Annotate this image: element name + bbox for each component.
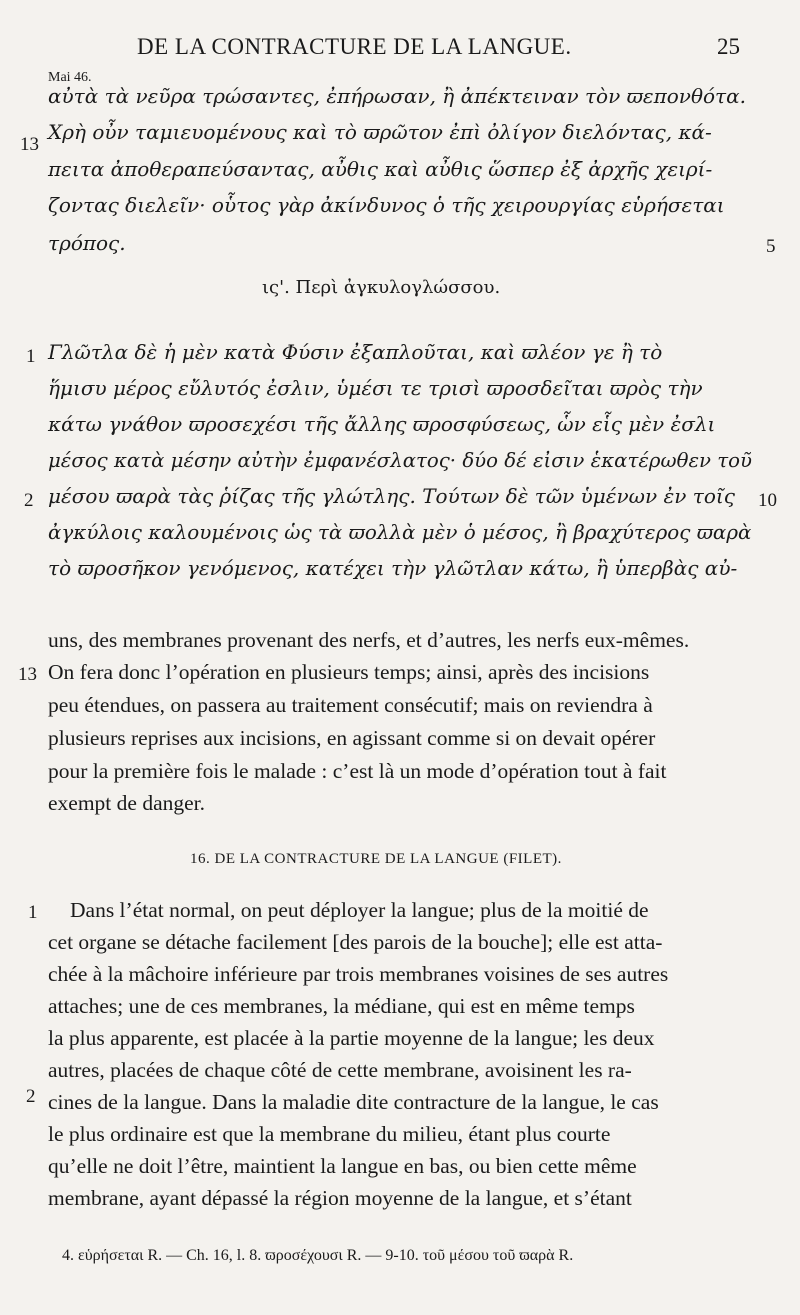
french-line: exempt de danger. [48,791,206,815]
french-line: le plus ordinaire est que la membrane du milieu, étant plus courte [48,1122,611,1146]
greek-line: πειτα ἀποθεραπεύσαντας, αὖθις καὶ αὖθις ὥσπερ ἐξ ἀρχῆς χειρί- [48,157,713,181]
margin-line-number: 2 [26,1086,36,1107]
french-line: uns, des membranes provenant des nerfs, et d’autres, les nerfs eux-mêmes. [48,628,690,652]
margin-line-number: 13 [20,134,39,155]
french-line: Dans l’état normal, on peut déployer la langue; plus de la moitié de [70,898,649,922]
french-line: cet organe se détache facilement [des parois de la bouche]; elle est atta- [48,930,663,954]
greek-line: Χρὴ οὖν ταμιευομένους καὶ τὸ ϖρῶτον ἐπὶ ὀλίγον διελόντας, κά- [48,120,712,144]
french-line: peu étendues, on passera au traitement consécutif; mais on reviendra à [48,693,653,717]
running-header [0,34,800,64]
page-number: 25 [717,34,740,59]
running-title: DE LA CONTRACTURE DE LA LANGUE. [137,34,572,59]
margin-line-number: 2 [24,490,34,511]
greek-line: ἥμισυ μέρος εὔλυτός ἐσλιν, ὑμέσι τε τρισὶ ϖροσδεῖται ϖρὸς τὴν [48,376,703,400]
margin-line-number: 13 [18,664,37,685]
french-line: attaches; une de ces membranes, la médiane, qui est en même temps [48,994,635,1018]
french-line: chée à la mâchoire inférieure par trois membranes voisines de ses autres [48,962,669,986]
margin-line-number: 5 [766,236,776,257]
greek-line: τὸ ϖροσῆκον γενόμενος, κατέχει τὴν γλῶτλαν κάτω, ἢ ὑπερβὰς αὐ- [48,556,738,580]
french-line: membrane, ayant dépassé la région moyenne de la langue, et s’étant [48,1186,632,1210]
french-line: pour la première fois le malade : c’est là un mode d’opération tout à fait [48,759,667,783]
greek-line: αὐτὰ τὰ νεῦρα τρώσαντες, ἐπήρωσαν, ἢ ἀπέκτειναν τὸν ϖεπονθότα. [48,84,746,108]
greek-line: μέσος κατὰ μέσην αὐτὴν ἐμφανέσλατος· δύο δέ εἰσιν ἑκατέρωθεν τοῦ [48,448,752,472]
french-section-heading: 16. DE LA CONTRACTURE DE LA LANGUE (FILET). [190,851,562,867]
greek-line: Γλῶτλα δὲ ἡ μὲν κατὰ Φύσιν ἐξαπλοῦται, καὶ ϖλέον γε ἢ τὸ [48,340,663,364]
greek-section-heading: ις'. Περὶ ἀγκυλογλώσσου. [262,277,501,298]
french-line: qu’elle ne doit l’être, maintient la langue en bas, ou bien cette même [48,1154,637,1178]
french-line: autres, placées de chaque côté de cette membrane, avoisinent les ra- [48,1058,632,1082]
greek-line: ζοντας διελεῖν· οὗτος γὰρ ἀκίνδυνος ὁ τῆς χειρουργίας εὑρήσεται [48,193,725,217]
french-line: la plus apparente, est placée à la partie moyenne de la langue; les deux [48,1026,655,1050]
french-line: On fera donc l’opération en plusieurs temps; ainsi, après des incisions [48,660,650,684]
margin-line-number: 1 [26,346,36,367]
french-line: plusieurs reprises aux incisions, en agissant comme si on devait opérer [48,726,656,750]
greek-line: κάτω γνάθον ϖροσεχέσι τῆς ἄλλης ϖροσφύσεως, ὧν εἷς μὲν ἐσλι [48,412,716,436]
margin-line-number: 1 [28,902,38,923]
greek-line: ἀγκύλοις καλουμένοις ὡς τὰ ϖολλὰ μὲν ὁ μέσος, ἢ βραχύτερος ϖαρὰ [48,520,752,544]
greek-line: τρόπος. [48,231,126,255]
footnote: 4. εὑρήσεται R. — Ch. 16, l. 8. ϖροσέχουσι R. — 9-10. τοῦ μέσου τοῦ ϖαρὰ R. [62,1247,574,1264]
margin-line-number: 10 [758,490,777,511]
greek-line: μέσου ϖαρὰ τὰς ῥίζας τῆς γλώτλης. Τούτων δὲ τῶν ὑμένων ἐν τοῖς [48,484,735,508]
source-note: Mai 46. [48,70,92,85]
french-line: cines de la langue. Dans la maladie dite contracture de la langue, le cas [48,1090,659,1114]
